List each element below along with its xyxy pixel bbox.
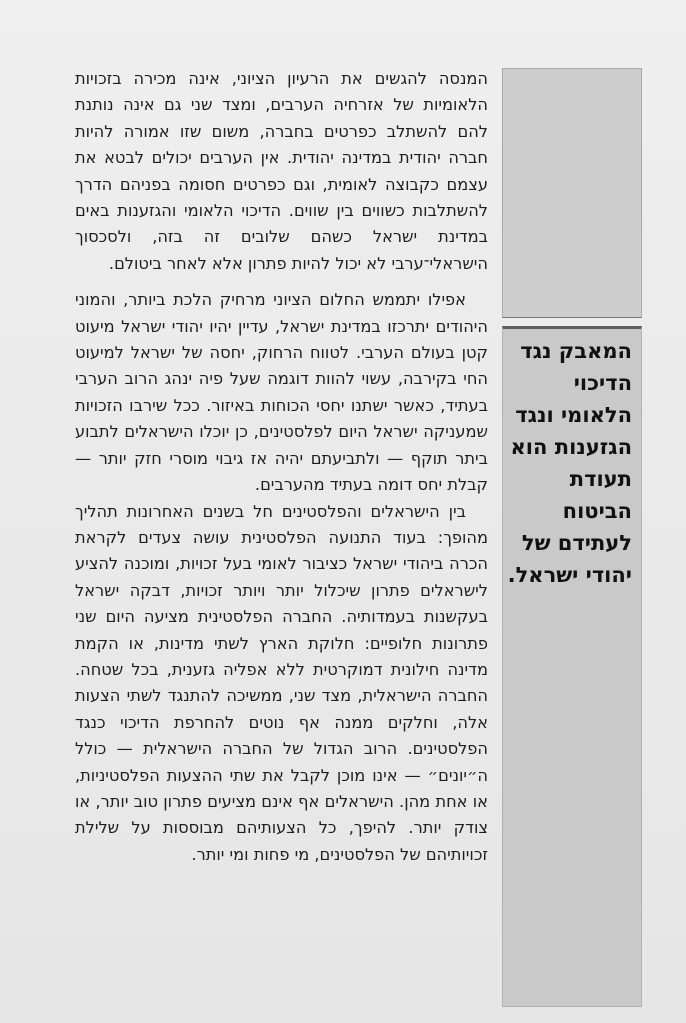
article-paragraph-3: בין הישראלים והפלסטינים חל בשנים האחרונות תהליך מהופך: בעוד התנועה הפלסטינית עושה צעדים לקראת הכרה ביהודי ישראל כציבור לאומי בעל זכויות, ומוכנה להציע לישראלים פתרון שיכלול יותר ויותר זכויות, דבקה ישראל בעקשנות בעמדותיה. החברה הפלסטינית מציעה היום שני פתרונות חלופיים: חלוקת הארץ לשתי מדינות, או הקמת מדינה חילונית דמוקרטית ללא אפליה גזענית, בכל שטחה. החברה הישראלית, מצד שני, ממשיכה להתנגד לשתי הצעות אלה, וחלקים ממנה אף נוטים להחרפת הדיכוי כנגד הפלסטינים. הרוב הגדול של החברה הישראלית — כולל ה״יונים״ — אינו מוכן לקבל את שתי ההצעות הפלסטיניות, או אחת מהן. הישראלים אף אינם מציעים פתרון טוב יותר, או צודק יותר. להיפך, כל הצעותיהם מבוססות על שלילת זכויותיהם של הפלסטינים, מי פחות ומי יותר. bbox=[75, 501, 488, 864]
margin-grey-block bbox=[502, 68, 642, 318]
article-body bbox=[75, 66, 488, 868]
pull-quote-text: המאבק נגד הדיכוי הלאומי ונגד הגזענות הוא תעודת הביטוח לעתידם של יהודי ישראל. bbox=[507, 339, 632, 587]
article-paragraph-1: המנסה להגשים את הרעיון הציוני, אינה מכירה בזכויות הלאומיות של אזרחיה הערבים, ומצד שני גם אינה נותנת להם להשתלב כפרטים בחברה, משום שזו אמורה להיות חברה יהודית במדינה יהודית. אין הערבים יכולים לבטא את עצמם כקבוצה לאומית, וגם כפרטים חסומה בפניהם הדרך להשתלבות כשווים בין שווים. הדיכוי הלאומי והגזענות באים במדינת ישראל כשהם שלובים זה בזה, ולסכסוך הישראלי־ערבי לא יכול להיות פתרון אלא לאחר ביטולם. bbox=[75, 69, 488, 273]
pull-quote-box bbox=[502, 326, 642, 1007]
article-paragraph-2: אפילו יתממש החלום הציוני מרחיק הלכת ביותר, והמוני היהודים יתרכזו במדינת ישראל, עדיין יהיו יהודי ישראל מיעוט קטן בעולם הערבי. לטווח הרחוק, יחסה של ישראל למיעוט החי בקירבה, עשוי להוות דוגמה שעל פיה ינהג הרוב הערבי בעתיד, כאשר ישתנו יחסי הכוחות באיזור. ככל שירבו הזכויות שמעניקה ישראל היום לפלסטינים, כן יוכלו הישראלים לתבוע ביתר תוקף — ולתביעתם יהיה אז גיבוי מוסרי חזק יותר — קבלת יחס דומה בעתיד מהערבים. bbox=[75, 290, 488, 495]
